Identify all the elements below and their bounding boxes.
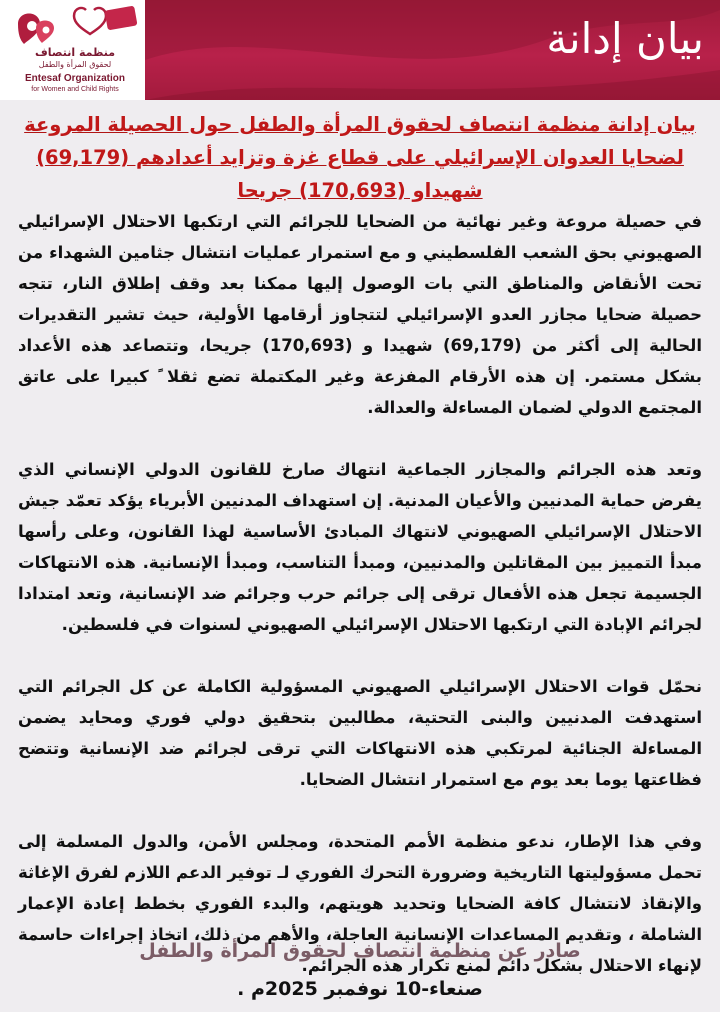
statement-body xyxy=(18,206,702,1012)
logo-subtitle-ar: لحقوق المرأة والطفل xyxy=(38,60,112,69)
logo-name-en: Entesaf Organization xyxy=(24,73,125,84)
paragraph-3: نحمّل قوات الاحتلال الإسرائيلي الصهيوني المسؤولية الكاملة عن كل الجرائم التي استهدفت المدنيين والبنى التحتية، مطالبين بتحقيق دولي فوري ومحايد يضمن المساءلة الجنائية لمرتكبي هذه الانتهاكات التي ترقى لجرائم ضد الإنسانية وتتضح فظاعتها يوما بعد يوم مع استمرار انتشال الضحايا. xyxy=(18,677,702,789)
organization-logo xyxy=(0,0,145,100)
issuer-line: صادر عن منظمة انتصاف لحقوق المرأة والطفل xyxy=(139,940,581,962)
headline-line-3: شهيدا‌و (170,693) جريحا xyxy=(237,179,483,202)
page-title: بيان إدانة xyxy=(546,14,704,63)
paragraph-2: وتعد هذه الجرائم والمجازر الجماعية انتهاك صارخ للقانون الدولي الإنساني الذي يفرض حماية المدنيين والأعيان المدنية. إن استهداف المدنيين الأبرياء يؤكد تعمّد جيش الاحتلال الإسرائيلي الصهيوني لانتهاك المبادئ الأساسية لهذا القانون، وعلى رأسها مبدأ التمييز بين المقاتلين والمدنيين، ومبدأ التناسب، ومبدأ الإنسانية. هذه الانتهاكات الجسيمة تجعل هذه الأفعال ترقى إلى جرائم حرب وجرائم ضد الإنسانية، وتعد امتدادا لجرائم الإبادة التي ارتكبها الاحتلال الإسرائيلي الصهيوني لسنوات في فلسطين. xyxy=(18,460,702,634)
headline xyxy=(20,108,700,207)
headline-line-2: لضحايا العدوان الإسرائيلي على قطاع غزة وتزايد أعدادهم (69,179) xyxy=(36,146,684,169)
paragraph-4: وفي هذا الإطار، ندعو منظمة الأمم المتحدة، ومجلس الأمن، والدول المسلمة إلى تحمل مسؤوليتها التاريخية وضرورة التحرك الفوري لـ توفير الدعم اللازم لفرق الإغاثة والإنقاذ لانتشال كافة الضحايا وتحديد هويتهم، والبدء الفوري بخطط إعادة الإعمار الشاملة ، وتقديم المساعدات الإنسانية العاجلة، والأهم من ذلك، اتخاذ إجراءات حاسمة لإنهاء الاحتلال بشكل دائم لمنع تكرار هذه الجرائم. xyxy=(18,832,702,975)
paragraph-1: في حصيلة مروعة وغير نهائية من الضحايا للجرائم التي ارتكبها الاحتلال الإسرائيلي الصهيوني بحق الشعب الفلسطيني و مع استمرار عمليات انتشال جثامين الشهداء من تحت الأنقاض والمناطق التي بات الوصول إليها ممكنا بعد وقف إطلاق النار، تتجه حصيلة ضحايا مجازر العدو الإسرائيلي لتتجاوز أرقامها الأولية، حيث تشير التقديرات الحالية إلى أكثر من (69,179) شهيدا و (170,693) جريحا، وتتصاعد هذه الأعداد بشكل مستمر. إن هذه الأرقام المفزعة وغير المكتملة تضع ثقلا ً كبيرا على عاتق المجتمع الدولي لضمان المساءلة والعدالة. xyxy=(18,212,702,417)
logo-name-ar: منظمة انتصاف xyxy=(34,46,116,59)
date-line: صنعاء-10 نوفمبر 2025م . xyxy=(237,978,483,1000)
header xyxy=(0,0,720,100)
logo-subtitle-en: for Women and Child Rights xyxy=(31,86,119,93)
headline-line-1: بيان إدانة منظمة انتصاف لحقوق المرأة والطفل حول الحصيلة المروعة xyxy=(24,113,696,136)
title-banner xyxy=(145,0,720,100)
logo-hearts-icon xyxy=(8,4,138,48)
